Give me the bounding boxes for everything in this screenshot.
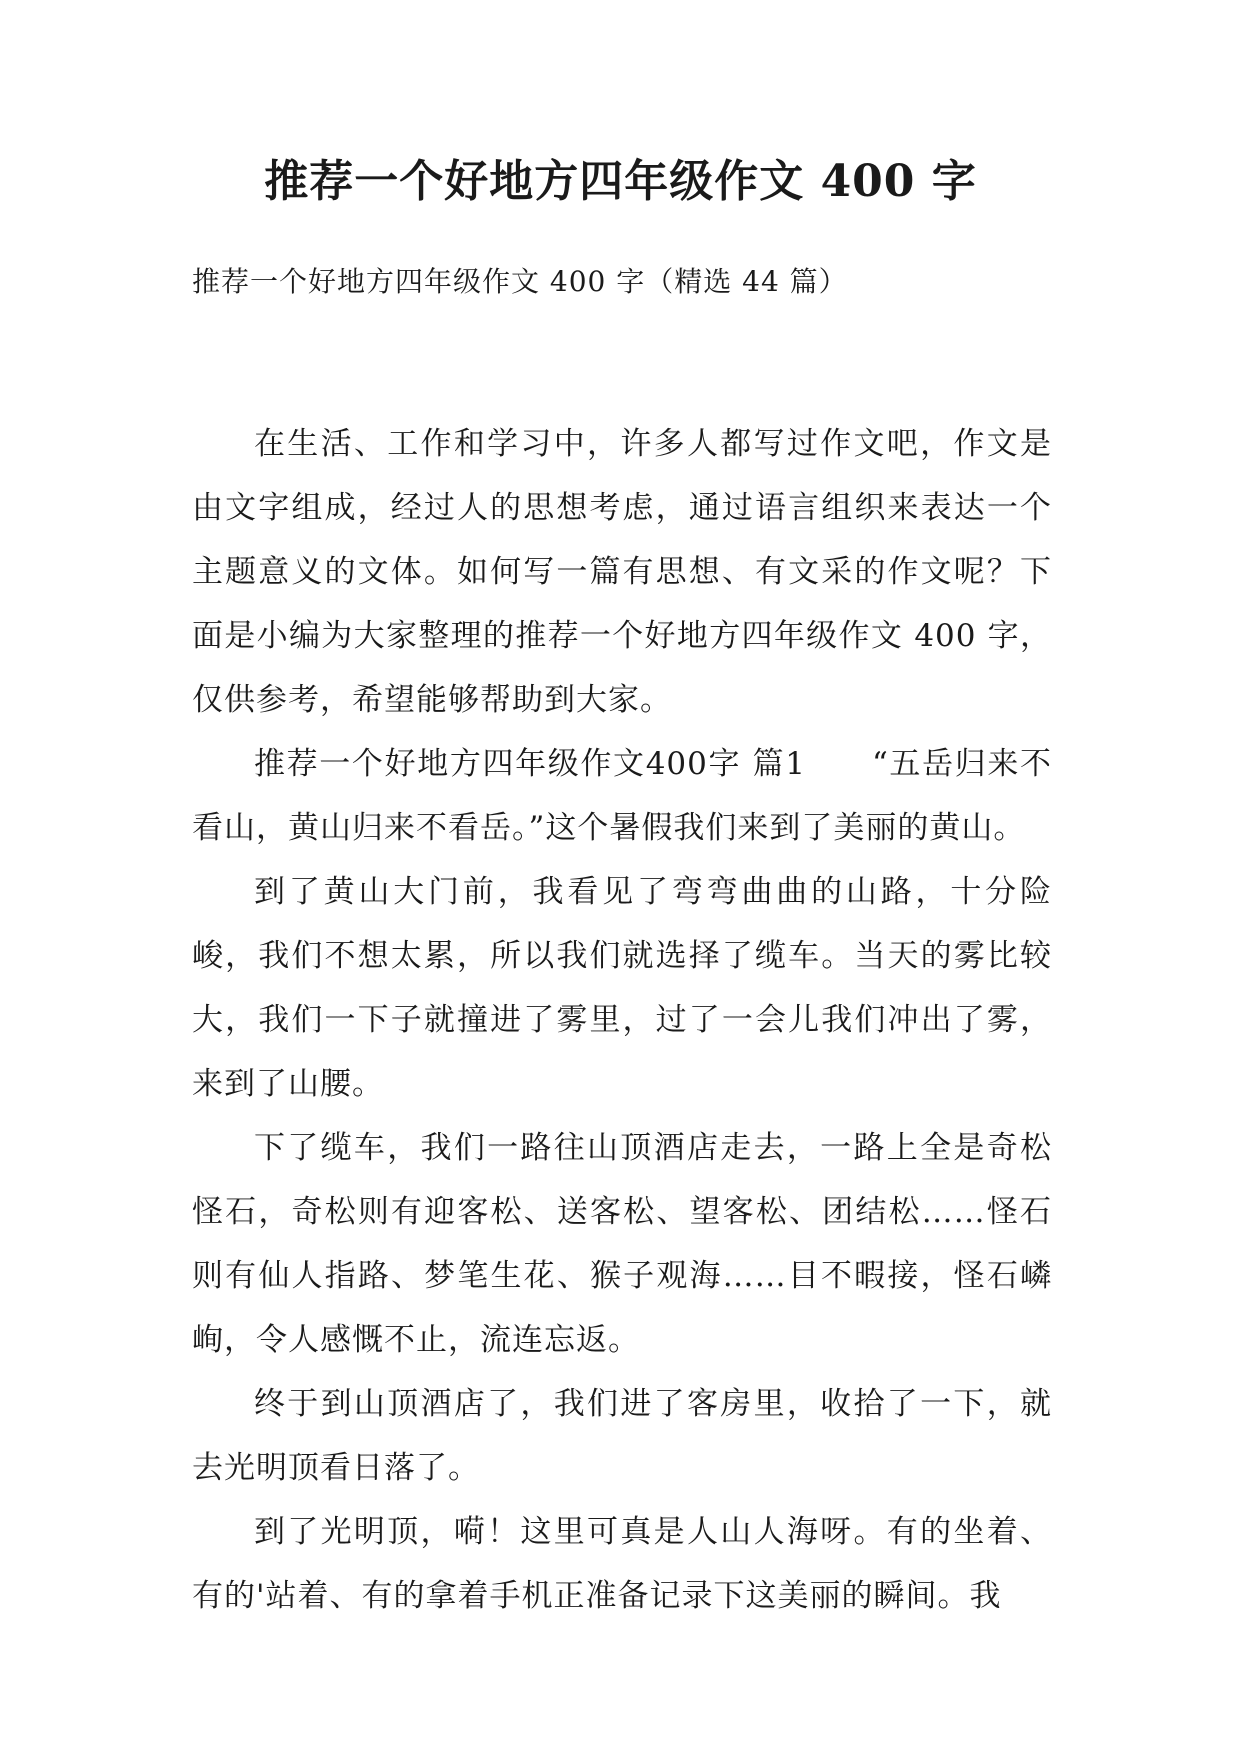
document-subtitle: 推荐一个好地方四年级作文 400 字（精选 44 篇）: [192, 265, 848, 298]
paragraph: 在生活、工作和学习中，许多人都写过作文吧，作文是由文字组成，经过人的思想考虑，通过语言组织来表达一个主题意义的文体。如何写一篇有思想、有文采的作文呢？下面是小编为大家整理的推荐一个好地方四年级作文 400 字，仅供参考，希望能够帮助到大家。: [192, 426, 1052, 718]
document-title: 推荐一个好地方四年级作文 400 字: [264, 156, 977, 207]
paragraph: 推荐一个好地方四年级作文400字 篇1 “五岳归来不看山，黄山归来不看岳。”这个暑假我们来到了美丽的黄山。: [192, 746, 1052, 846]
paragraph: 下了缆车，我们一路往山顶酒店走去，一路上全是奇松怪石，奇松则有迎客松、送客松、望客松、团结松……怪石则有仙人指路、梦笔生花、猴子观海……目不暇接，怪石嶙峋，令人感慨不止，流连忘返。: [192, 1130, 1052, 1358]
paragraph: 终于到山顶酒店了，我们进了客房里，收拾了一下，就去光明顶看日落了。: [192, 1386, 1052, 1486]
document-body: [192, 412, 1052, 1628]
paragraph: 到了光明顶，嗬！这里可真是人山人海呀。有的坐着、有的'站着、有的拿着手机正准备记录下这美丽的瞬间。我: [192, 1514, 1052, 1614]
paragraph: 到了黄山大门前，我看见了弯弯曲曲的山路，十分险峻，我们不想太累，所以我们就选择了缆车。当天的雾比较大，我们一下子就撞进了雾里，过了一会儿我们冲出了雾，来到了山腰。: [192, 874, 1052, 1102]
